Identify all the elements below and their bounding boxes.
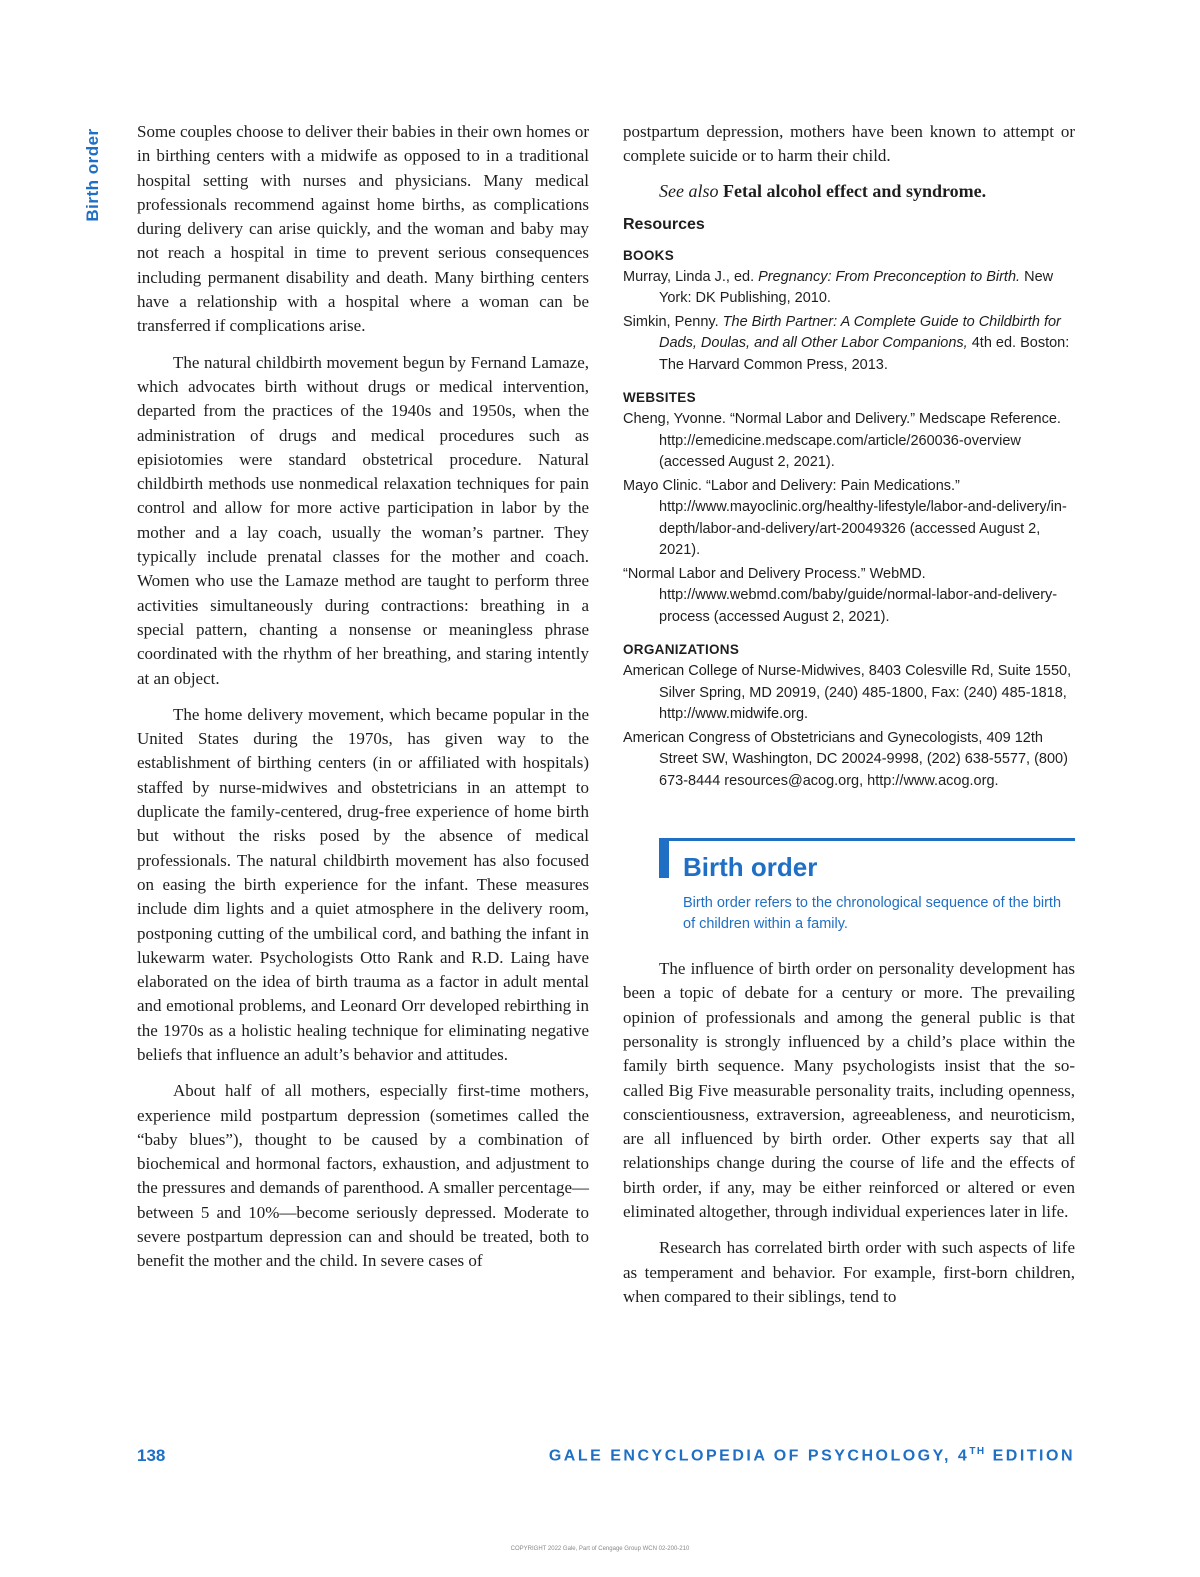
organizations-heading: ORGANIZATIONS <box>623 642 740 658</box>
paragraph: The natural childbirth movement begun by Fernand Lamaze, which advocates birth without drugs or medical intervention, departed from the practices of the 1940s and 1950s, when the administration of drugs and medical procedures such as episiotomies were standard obstetrical procedure. Natural childbirth methods use nonmedical relaxation techniques for pain control and allow for more active participation in labor by the mother and a lay coach, usually the woman’s partner. They typically include prenatal classes for the mother and coach. Women who use the Lamaze method are taught to perform three activities simultaneously during contractions: breathing in a special pattern, chanting a nonsense or meaningless phrase coordinated with the rhythm of her breathing, and staring intently at an object. <box>137 352 589 688</box>
book-title: GALE ENCYCLOPEDIA OF PSYCHOLOGY, 4TH EDITION <box>548 1446 1075 1465</box>
entry-bar <box>659 838 669 878</box>
entry-title: Birth order <box>683 852 818 883</box>
entry-rule <box>659 838 1075 841</box>
website-reference: “Normal Labor and Delivery Process.” WebMD. http://www.webmd.com/baby/guide/normal-labor-and-delivery-process (accessed August 2, 2021). <box>623 565 1058 625</box>
side-tab-label: Birth order <box>83 128 102 222</box>
paragraph: Research has correlated birth order with such aspects of life as temperament and behavior. For example, first-born children, when compared to their siblings, tend to <box>623 1238 1075 1306</box>
side-tab <box>80 120 106 230</box>
see-also-prefix: See also <box>659 180 719 201</box>
paragraph: Some couples choose to deliver their babies in their own homes or in birthing centers with a midwife as opposed to in a traditional hospital setting with nurses and physicians. Many medical professionals recommend against home births, as complications during delivery can arise quickly, and the woman and baby may not reach a hospital in time to prevent serious consequences including permanent disability and death. Many birthing centers have a relationship with a hospital where a woman can be transferred if complications arise. <box>137 122 589 336</box>
website-reference: Cheng, Yvonne. “Normal Labor and Delivery.” Medscape Reference. http://emedicine.medscape.com/article/260036-overview (accessed August 2, 2021). <box>623 411 1061 471</box>
see-also-link[interactable]: Fetal alcohol effect and syndrome. <box>722 180 987 201</box>
copyright-notice: COPYRIGHT 2022 Gale, Part of Cengage Group WCN 02-200-210 <box>510 1546 690 1552</box>
paragraph: The influence of birth order on personality development has been a topic of debate for a century or more. The prevailing opinion of professionals and among the general public is that personality is strongly influenced by a child’s place within the family birth sequence. Many psychologists insist that the so-called Big Five measurable personality traits, including openness, conscientiousness, extraversion, agreeableness, and neuroticism, are all influenced by birth order. Other experts say that all relationships change during the course of life and the effects of birth order, if any, may be either reinforced or altered or even eliminated altogether, through individual experiences later in life. <box>623 959 1075 1222</box>
websites-heading: WEBSITES <box>623 390 696 406</box>
entry-definition: Birth order refers to the chronological sequence of the birth of children within a family. <box>683 895 1062 933</box>
book-reference: Simkin, Penny. The Birth Partner: A Complete Guide to Childbirth for Dads, Doulas, and all Other Labor Companions, 4th ed. Boston: The Harvard Common Press, 2013. <box>623 313 1070 373</box>
organization-reference: American Congress of Obstetricians and Gynecologists, 409 12th Street SW, Washington, DC 20024-9998, (202) 638-5577, (800) 673-8444 resources@acog.org, http://www.acog.org. <box>623 729 1068 789</box>
book-reference: Murray, Linda J., ed. Pregnancy: From Preconception to Birth. New York: DK Publishing, 2010. <box>623 268 1054 307</box>
website-reference: Mayo Clinic. “Labor and Delivery: Pain Medications.” http://www.mayoclinic.org/healthy-lifestyle/labor-and-delivery/in-depth/labor-and-delivery/art-20049326 (accessed August 2, 2021). <box>623 477 1067 559</box>
organization-reference: American College of Nurse-Midwives, 8403 Colesville Rd, Suite 1550, Silver Spring, MD 20919, (240) 485-1800, Fax: (240) 485-1818, http://www.midwife.org. <box>623 663 1072 723</box>
books-heading: BOOKS <box>623 247 675 263</box>
left-column <box>137 120 589 1286</box>
resources-heading: Resources <box>623 215 705 233</box>
page-number: 138 <box>137 1446 166 1465</box>
paragraph: The home delivery movement, which became popular in the United States during the 1970s, has given way to the establishment of birthing centers (in or affiliated with hospitals) staffed by nurse-midwives and obstetricians in an attempt to duplicate the family-centered, drug-free experience of home birth but without the risks posed by the absence of medical professionals. The natural childbirth movement has also focused on easing the birth experience for the infant. These measures include dim lights and a quiet atmosphere in the delivery room, postponing cutting of the umbilical cord, and bathing the infant in lukewarm water. Psychologists Otto Rank and R.D. Laing have elaborated on the idea of birth trauma as a factor in adult mental and emotional problems, and Leonard Orr developed rebirthing in the 1970s as a holistic healing technique for eliminating negative beliefs that influence an adult’s behavior and attitudes. <box>137 704 589 1064</box>
paragraph-continuation: postpartum depression, mothers have been known to attempt or complete suicide or to harm their child. <box>623 122 1075 166</box>
right-column <box>623 120 1075 1321</box>
see-also <box>659 181 1075 202</box>
paragraph: About half of all mothers, especially first-time mothers, experience mild postpartum depression (sometimes called the “baby blues”), thought to be caused by a combination of biochemical and hormonal factors, exhaustion, and adjustment to the pressures and demands of parenthood. A smaller percentage—between 5 and 10%—become seriously depressed. Moderate to severe postpartum depression can and should be treated, both to benefit the mother and the child. In severe cases of <box>137 1081 589 1271</box>
entry-header <box>623 838 1075 883</box>
